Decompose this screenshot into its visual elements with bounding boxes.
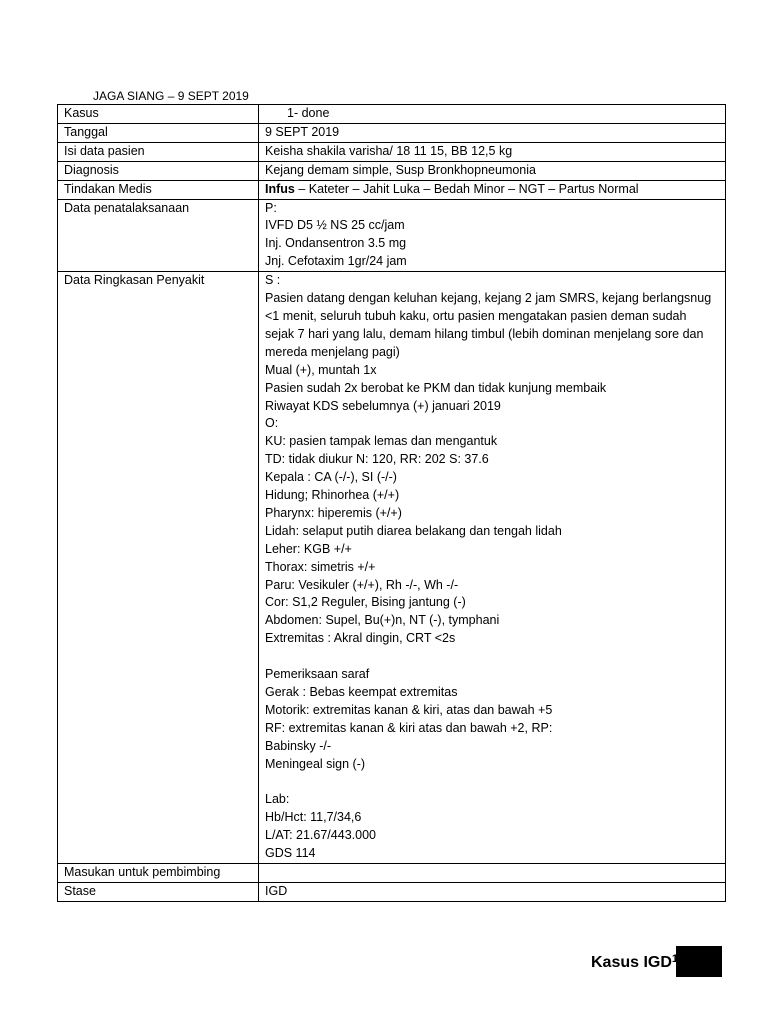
- neuro-exam-line: Gerak : Bebas keempat extremitas: [265, 684, 458, 699]
- row-label-stase: Stase: [58, 882, 259, 901]
- table-row: [58, 199, 726, 272]
- objective-line: Hidung; Rhinorhea (+/+): [265, 488, 400, 503]
- row-value-stase: IGD: [259, 882, 726, 901]
- lab-line: GDS 114: [265, 846, 316, 861]
- objective-line: O:: [265, 416, 279, 431]
- kasus-value: 1- done: [287, 106, 330, 120]
- row-value-isi-data-pasien: Keisha shakila varisha/ 18 11 15, BB 12,5 kg: [259, 142, 726, 161]
- row-value-diagnosis: Kejang demam simple, Susp Bronkhopneumonia: [259, 161, 726, 180]
- neuro-exam-line: [265, 774, 719, 792]
- row-label-tanggal: Tanggal: [58, 123, 259, 142]
- row-value-tanggal: 9 SEPT 2019: [259, 123, 726, 142]
- row-label-kasus: Kasus: [58, 105, 259, 124]
- objective-line: Pharynx: hiperemis (+/+): [265, 505, 402, 520]
- plan-line: P:: [265, 200, 277, 215]
- neuro-exam-line: Meningeal sign (-): [265, 756, 366, 771]
- table-row: [58, 180, 726, 199]
- table-row: [58, 272, 726, 864]
- objective-line: Lidah: selaput putih diarea belakang dan tengah lidah: [265, 523, 562, 538]
- objective-line: Kepala : CA (-/-), SI (-/-): [265, 470, 397, 485]
- table-row: [58, 123, 726, 142]
- table-row: [58, 142, 726, 161]
- plan-line: Inj. Ondansentron 3.5 mg: [265, 236, 407, 251]
- row-label-diagnosis: Diagnosis: [58, 161, 259, 180]
- row-label-penatalaksanaan: Data penatalaksanaan: [58, 199, 259, 272]
- objective-line: Extremitas : Akral dingin, CRT <2s: [265, 631, 456, 646]
- table-row: [58, 864, 726, 883]
- neuro-exam-line: Motorik: extremitas kanan & kiri, atas dan bawah +5: [265, 702, 553, 717]
- objective-line: Thorax: simetris +/+: [265, 559, 376, 574]
- subjective-line: Riwayat KDS sebelumnya (+) januari 2019: [265, 398, 501, 413]
- table-row: [58, 105, 726, 124]
- subjective-line: Mual (+), muntah 1x: [265, 362, 377, 377]
- table-row: [58, 882, 726, 901]
- lab-line: L/AT: 21.67/443.000: [265, 828, 376, 843]
- plan-line: Jnj. Cefotaxim 1gr/24 jam: [265, 254, 407, 269]
- row-value-masukan: [259, 864, 726, 883]
- lab-line: Lab:: [265, 792, 290, 807]
- row-label-ringkasan-penyakit: Data Ringkasan Penyakit: [58, 272, 259, 864]
- objective-line: Paru: Vesikuler (+/+), Rh -/-, Wh -/-: [265, 577, 459, 592]
- row-value-tindakan-medis: [259, 180, 726, 199]
- case-report-table: [57, 104, 726, 902]
- plan-line: IVFD D5 ½ NS 25 cc/jam: [265, 218, 405, 233]
- page-number-box: [676, 946, 722, 977]
- objective-line: [265, 648, 719, 666]
- footer-title: [591, 953, 678, 973]
- subjective-line: Pasien sudah 2x berobat ke PKM dan tidak kunjung membaik: [265, 380, 607, 395]
- objective-line: Cor: S1,2 Reguler, Bising jantung (-): [265, 595, 466, 610]
- objective-line: Abdomen: Supel, Bu(+)n, NT (-), tymphani: [265, 613, 500, 628]
- row-value-ringkasan-penyakit: [259, 272, 726, 864]
- objective-line: TD: tidak diukur N: 120, RR: 202 S: 37.6: [265, 452, 489, 467]
- row-label-masukan: Masukan untuk pembimbing: [58, 864, 259, 883]
- subjective-paragraph: Pasien datang dengan keluhan kejang, kejang 2 jam SMRS, kejang berlangsnug <1 menit, seluruh tubuh kaku, ortu pasien mengatakan pasien deman sudah sejak 7 hari yang lalu, demam hilang timbul (lebih dominan menjelang sore dan mereda menjelang pagi): [265, 291, 712, 359]
- table-row: [58, 161, 726, 180]
- neuro-exam-line: Pemeriksaan saraf: [265, 667, 370, 682]
- lab-line: Hb/Hct: 11,7/34,6: [265, 810, 362, 825]
- footer-text: Kasus IGD: [591, 954, 672, 971]
- row-value-penatalaksanaan: [259, 199, 726, 272]
- page-number: 1: [671, 953, 679, 965]
- objective-line: KU: pasien tampak lemas dan mengantuk: [265, 434, 498, 449]
- row-label-tindakan-medis: Tindakan Medis: [58, 180, 259, 199]
- row-value-kasus: [259, 105, 726, 124]
- tindakan-rest: – Kateter – Jahit Luka – Bedah Minor – NGT – Partus Normal: [294, 181, 639, 196]
- subjective-label: S :: [265, 273, 281, 288]
- page-heading: JAGA SIANG – 9 SEPT 2019: [93, 89, 249, 103]
- neuro-exam-line: RF: extremitas kanan & kiri atas dan bawah +2, RP:: [265, 720, 553, 735]
- objective-line: Leher: KGB +/+: [265, 541, 352, 556]
- tindakan-infus: Infus: [265, 181, 295, 196]
- row-label-isi-data-pasien: Isi data pasien: [58, 142, 259, 161]
- masukan-value: [265, 864, 719, 882]
- neuro-exam-line: Babinsky -/-: [265, 738, 331, 753]
